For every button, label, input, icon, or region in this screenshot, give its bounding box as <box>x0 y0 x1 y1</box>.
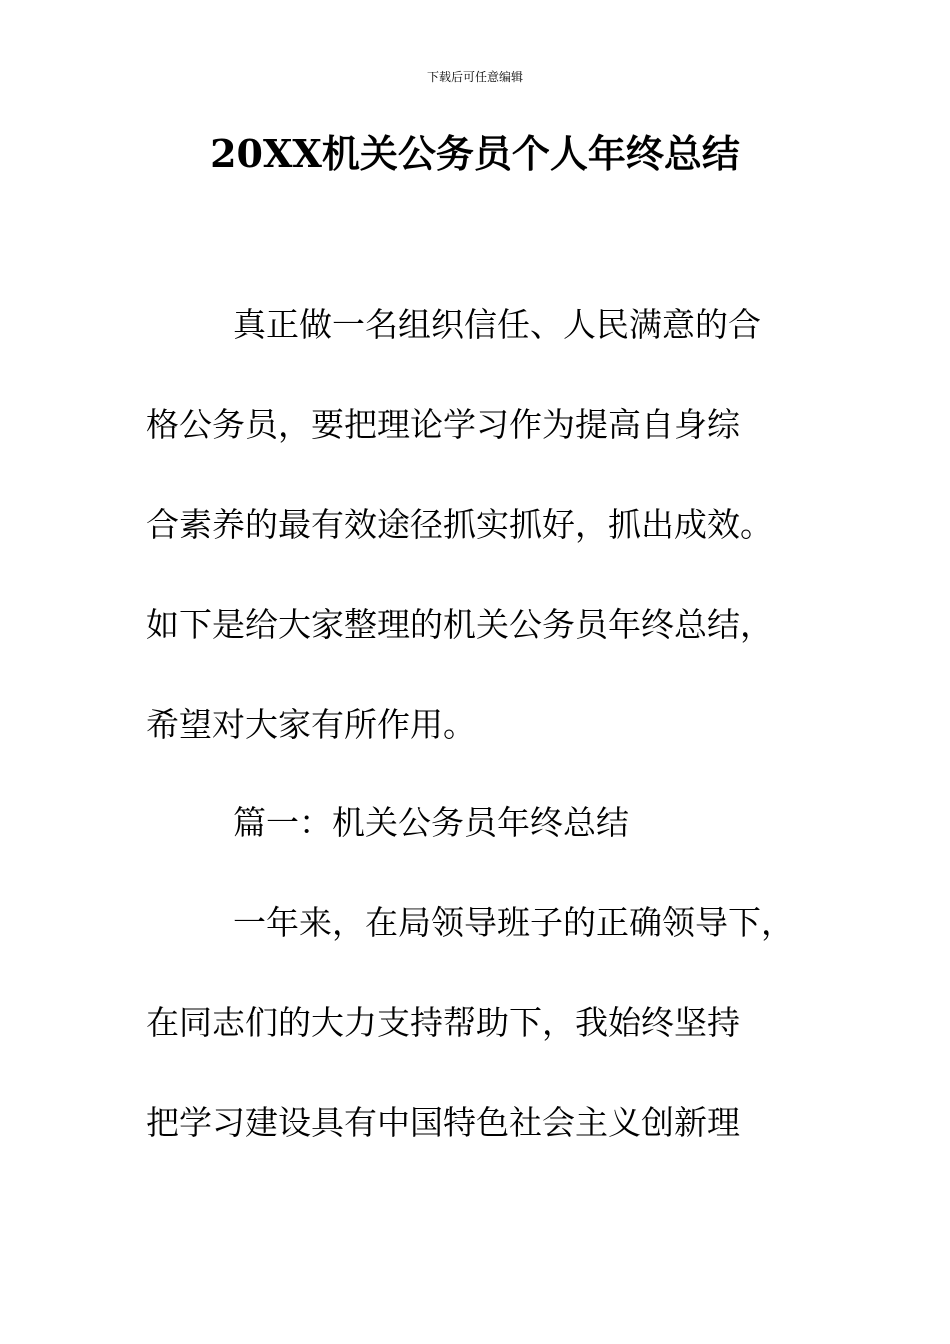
body-line: 希望对大家有所作用。 <box>146 705 476 744</box>
body-line: 格公务员，要把理论学习作为提高自身综 <box>146 405 740 444</box>
section-heading: 篇一：机关公务员年终总结 <box>233 803 629 842</box>
header-note: 下载后可任意编辑 <box>426 70 523 84</box>
body-line: 如下是给大家整理的机关公务员年终总结， <box>146 605 773 644</box>
body-line: 在同志们的大力支持帮助下，我始终坚持 <box>146 1003 740 1042</box>
body-line: 真正做一名组织信任、人民满意的合 <box>233 305 761 344</box>
document-title: 20XX机关公务员个人年终总结 <box>210 131 740 176</box>
body-line: 一年来，在局领导班子的正确领导下， <box>233 903 794 942</box>
body-line: 合素养的最有效途径抓实抓好，抓出成效。 <box>146 505 773 544</box>
body-line: 把学习建设具有中国特色社会主义创新理 <box>146 1103 740 1142</box>
